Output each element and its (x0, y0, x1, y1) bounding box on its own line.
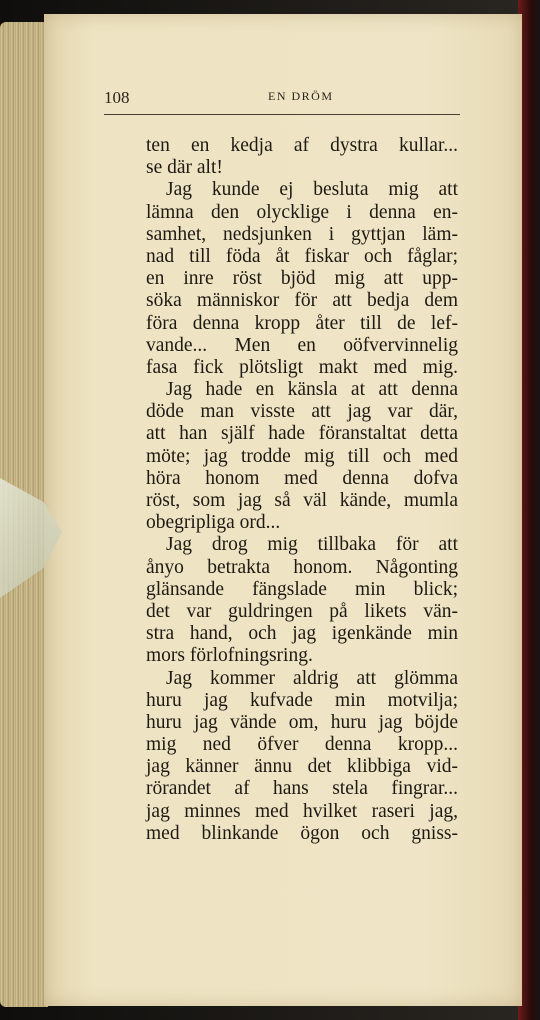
text-line: samhet, nedsjunken i gyttjan läm- (146, 223, 458, 245)
text-line: röst, som jag så väl kände, mumla (146, 490, 458, 511)
text-line: Jag hade en känsla at att denna (166, 379, 458, 401)
body-text (146, 135, 458, 845)
text-line: ten en kedja af dystra kullar... (146, 135, 458, 156)
text-line: det var guldringen på likets vän- (146, 600, 458, 622)
text-line: se där alt! (146, 157, 223, 179)
text-line: lämna den olycklige i denna en- (146, 201, 458, 223)
text-line: föra denna kropp åter till de lef- (146, 312, 458, 334)
page-header (104, 88, 460, 115)
text-line: jag minnes med hvilket raseri jag, (146, 800, 458, 822)
text-line: nad till föda åt fiskar och fåglar; (146, 245, 458, 267)
text-line: Jag drog mig tillbaka för att (166, 534, 458, 556)
text-line: en inre röst bjöd mig att upp- (146, 268, 458, 290)
text-line: huru jag kufvade min motvilja; (146, 689, 458, 711)
text-line: att han själf hade föranstaltat detta (146, 423, 458, 445)
text-line: huru jag vände om, huru jag böjde (146, 711, 458, 733)
text-line: med blinkande ögon och gniss- (146, 822, 458, 844)
text-line: glänsande fängslade min blick; (146, 578, 458, 600)
text-line: mors förlofningsring. (146, 645, 313, 667)
text-line: döde man visste att jag var där, (146, 401, 458, 423)
text-line: höra honom med denna dofva (146, 467, 458, 489)
text-line: rörandet af hans stela fingrar... (146, 778, 458, 800)
text-line: Jag kunde ej besluta mig att (166, 179, 458, 201)
text-line: möte; jag trodde mig till och med (146, 445, 458, 467)
text-line: ånyo betrakta honom. Någonting (146, 556, 458, 578)
text-line: jag känner ännu det klibbiga vid- (146, 756, 458, 778)
text-line: vande... Men en oöfvervinnelig (146, 334, 458, 356)
text-line: stra hand, och jag igenkände min (146, 623, 458, 645)
text-line: mig ned öfver denna kropp... (146, 734, 458, 756)
text-line: Jag kommer aldrig att glömma (166, 667, 458, 689)
running-head: EN DRÖM (268, 89, 334, 103)
text-line: fasa fick plötsligt makt med mig. (146, 356, 458, 378)
page-number: 108 (104, 88, 130, 107)
text-line: söka människor för att bedja dem (146, 290, 458, 312)
text-line: obegripliga ord... (146, 512, 281, 534)
